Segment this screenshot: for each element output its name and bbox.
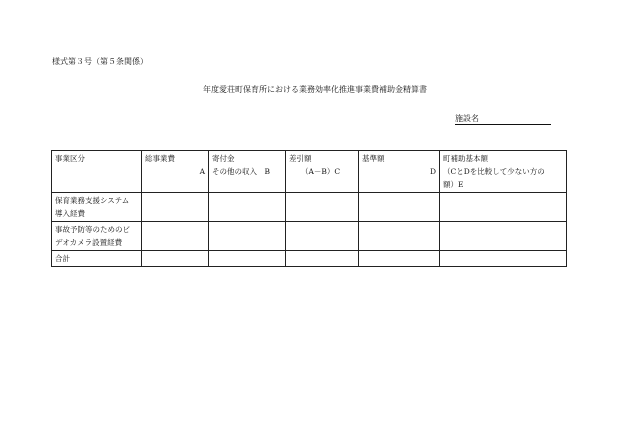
table-cell[interactable] [359,251,440,267]
table-cell[interactable] [286,193,359,222]
table-cell[interactable] [286,222,359,251]
row-label: 合計 [52,251,142,267]
header-cell-category: 事業区分 [52,151,142,193]
facility-label: 施設名 [455,114,479,123]
table-cell[interactable] [209,222,286,251]
table-cell[interactable] [440,193,567,222]
table-row [52,193,567,222]
row-label: 事故予防等のためのビ デオカメラ設置経費 [52,222,142,251]
form-number: 様式第３号（第５条関係） [52,57,148,66]
table-cell[interactable] [440,251,567,267]
header-cell-standard-amount: 基準額 D [359,151,440,193]
table-cell[interactable] [142,193,209,222]
table-cell[interactable] [359,222,440,251]
table-header-row [52,151,567,193]
header-cell-total-cost: 総事業費 A [142,151,209,193]
table-cell[interactable] [440,222,567,251]
table-cell[interactable] [286,251,359,267]
table-row [52,222,567,251]
table-cell[interactable] [142,251,209,267]
settlement-table [51,150,567,267]
header-cell-donation: 寄付金 その他の収入 B [209,151,286,193]
table-cell[interactable] [359,193,440,222]
table-cell[interactable] [209,251,286,267]
table-cell[interactable] [209,193,286,222]
table-cell[interactable] [142,222,209,251]
document-title: 年度愛荘町保育所における業務効率化推進事業費補助金精算書 [203,85,427,94]
row-label: 保育業務支援システム 導入経費 [52,193,142,222]
total-row [52,251,567,267]
facility-name-field[interactable] [455,113,551,125]
header-cell-town-subsidy: 町補助基本額 （CとDを比較して少ない方の 額）E [440,151,567,193]
header-cell-difference: 差引額 （A－B）C [286,151,359,193]
